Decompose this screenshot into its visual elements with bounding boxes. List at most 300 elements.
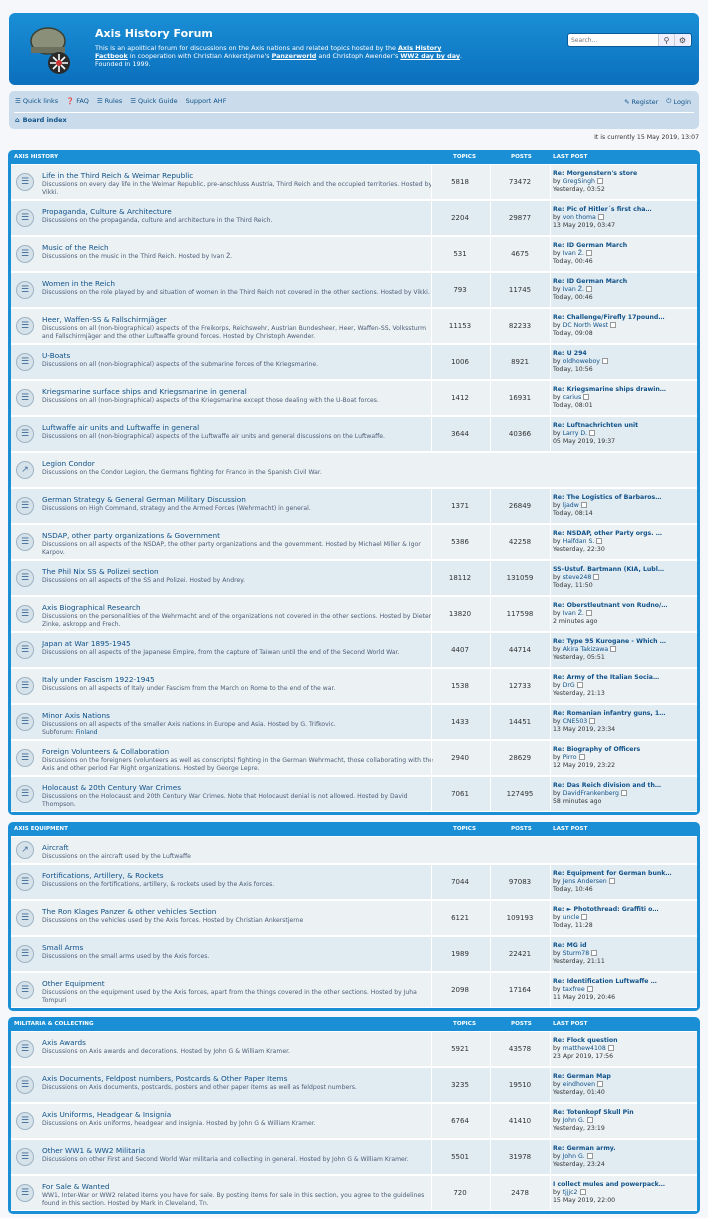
- last-post-author: [553, 250, 627, 258]
- view-latest-post-icon[interactable]: [583, 394, 589, 400]
- faq-label: FAQ: [76, 97, 89, 105]
- last-post-user[interactable]: Akira Takizawa: [562, 646, 609, 653]
- support-label: Support AHF: [185, 97, 227, 105]
- forum-title[interactable]: The Phil Nix SS & Polizei section: [42, 567, 159, 576]
- last-post: [553, 350, 608, 374]
- view-latest-post-icon[interactable]: [586, 286, 592, 292]
- forum-title[interactable]: For Sale & Wanted: [42, 1182, 110, 1191]
- forum-title[interactable]: Axis Uniforms, Headgear & Insignia: [42, 1110, 172, 1119]
- forum-read-icon: ☰: [16, 1148, 34, 1166]
- view-latest-post-icon[interactable]: [608, 1045, 614, 1051]
- forum-read-icon: ☰: [16, 245, 34, 263]
- posts-count: 44714: [508, 646, 532, 654]
- last-post-title[interactable]: Re: Kriegsmarine ships drawin…: [553, 386, 666, 393]
- last-post-title[interactable]: Re: Army of the Italian Socia…: [553, 674, 660, 681]
- forum-row: [11, 344, 697, 380]
- forum-title[interactable]: Japan at War 1895-1945: [42, 639, 131, 648]
- posts-header: POSTS: [511, 826, 532, 832]
- topics-count: 1433: [451, 718, 469, 726]
- forum-description: [42, 1120, 434, 1128]
- forum-row: [11, 740, 697, 776]
- topics-count: 3235: [451, 1081, 469, 1089]
- last-post-user[interactable]: DC North West: [562, 322, 609, 329]
- last-post: [553, 494, 661, 518]
- search-box: [567, 33, 692, 47]
- nav-user-links: [624, 97, 691, 106]
- view-latest-post-icon[interactable]: [610, 646, 616, 652]
- forum-description: [42, 397, 434, 405]
- forum-title[interactable]: Kriegsmarine surface ships and Kriegsmarine in general: [42, 387, 247, 396]
- posts-count: 127495: [506, 790, 534, 798]
- last-post-time: Yesterday, 23:19: [553, 1125, 605, 1132]
- posts-count: 131059: [506, 574, 534, 582]
- forum-read-icon: ☰: [16, 945, 34, 963]
- forum-read-icon: ☰: [16, 1184, 34, 1202]
- last-post-time: 15 May 2019, 22:00: [553, 1197, 616, 1204]
- forum-description: [42, 325, 434, 341]
- forum-category: [8, 150, 700, 815]
- forum-title[interactable]: Axis Biographical Research: [42, 603, 141, 612]
- topics-header: TOPICS: [453, 154, 476, 160]
- forum-row: [11, 704, 697, 740]
- forum-description: [42, 541, 434, 557]
- view-latest-post-icon[interactable]: [591, 950, 597, 956]
- last-post-time: Yesterday, 05:51: [553, 654, 605, 661]
- forum-desc-text: Discussions on the personalities of the Wehrmacht and of the organizations not covered in the other sections. Hosted by Dieter Zinke, askropp and Frech.: [42, 613, 432, 628]
- last-post: [553, 782, 661, 806]
- forum-title[interactable]: Axis Documents, Feldpost numbers, Postcards & Other Paper Items: [42, 1074, 288, 1083]
- category-header: [11, 150, 697, 164]
- last-post-title[interactable]: Re: Equipment for German bunk…: [553, 870, 672, 877]
- topics-count: 5818: [451, 178, 469, 186]
- last-post-author: [553, 1081, 611, 1089]
- last-post: [553, 1073, 611, 1097]
- by-label: by: [553, 214, 563, 221]
- last-post-title[interactable]: Re: ► Photothread: Graffiti o…: [553, 906, 659, 913]
- last-post-user[interactable]: Ivan Ž.: [562, 250, 584, 257]
- quick-links-menu[interactable]: [15, 97, 58, 105]
- last-post-author: [553, 1153, 616, 1161]
- last-post-author: [553, 754, 640, 762]
- by-label: by: [553, 718, 563, 725]
- quick-guide-link[interactable]: [130, 97, 177, 105]
- panzerworld-link[interactable]: Panzerworld: [271, 52, 317, 61]
- last-post: [553, 278, 627, 302]
- posts-count: 8921: [511, 358, 529, 366]
- forum-description: [42, 289, 434, 297]
- last-post-title[interactable]: Re: The Logistics of Barbaros…: [553, 494, 662, 501]
- forum-desc-text: Discussions on High Command, strategy and the Armed Forces (Wehrmacht) in general.: [42, 505, 311, 512]
- topics-header: TOPICS: [453, 1021, 476, 1027]
- last-post-author: [553, 1045, 618, 1053]
- forum-title[interactable]: Foreign Volunteers & Collaboration: [42, 747, 170, 756]
- forum-desc-text: Discussions on the role played by and situation of women in the Third Reich not covered in the other sections. Hosted by Vikki.: [42, 289, 430, 296]
- posts-count: 31978: [508, 1153, 532, 1161]
- forum-read-icon: ☰: [16, 713, 34, 731]
- by-label: by: [553, 950, 563, 957]
- by-label: by: [553, 914, 563, 921]
- forum-description: [42, 649, 434, 657]
- forum-description: [42, 505, 434, 513]
- ww2daybyday-link[interactable]: WW2 day by day: [400, 52, 461, 61]
- rules-link[interactable]: [97, 97, 122, 105]
- forum-row: [11, 236, 697, 272]
- last-post-title[interactable]: Re: Identification Luftwaffe …: [553, 978, 657, 985]
- forum-row: [11, 972, 697, 1008]
- subforum-link[interactable]: Finland: [75, 729, 98, 736]
- last-post-user[interactable]: Larry D.: [562, 430, 588, 437]
- last-post-time: Yesterday, 21:13: [553, 690, 605, 697]
- search-icon[interactable]: ⚲: [658, 34, 674, 46]
- category-title[interactable]: AXIS EQUIPMENT: [14, 826, 68, 832]
- nav-links: [15, 97, 226, 105]
- last-post-title[interactable]: Re: U 294: [553, 350, 587, 357]
- last-post-title[interactable]: Re: ID German March: [553, 278, 628, 285]
- forum-desc-text: Discussions on every day life in the Weimar Republic, pre-anschluss Austria, Third Reich and the occupied territories. Hosted by Vikki.: [42, 181, 433, 196]
- last-post-time: Yesterday, 21:11: [553, 958, 605, 965]
- view-latest-post-icon[interactable]: [589, 430, 595, 436]
- forum-title[interactable]: Axis Awards: [42, 1038, 86, 1047]
- view-latest-post-icon[interactable]: [589, 718, 595, 724]
- forum-read-icon: ☰: [16, 749, 34, 767]
- view-latest-post-icon[interactable]: [610, 322, 616, 328]
- forum-desc-text: Discussions on all (non-biographical) aspects of the Kriegsmarine except those dealing with the U-Boat forces.: [42, 397, 379, 404]
- view-latest-post-icon[interactable]: [609, 878, 615, 884]
- forum-category: [8, 1017, 700, 1214]
- last-post-user[interactable]: John G.: [562, 1117, 585, 1124]
- founded-text: Founded in 1999.: [95, 60, 151, 69]
- navbar: [9, 91, 699, 129]
- view-latest-post-icon[interactable]: [587, 986, 593, 992]
- last-post-user[interactable]: John G.: [562, 1153, 585, 1160]
- last-post-title[interactable]: Re: Romanian infantry guns, 1…: [553, 710, 666, 717]
- posts-count: 2478: [511, 1189, 529, 1197]
- forum-title[interactable]: Life in the Third Reich & Weimar Republic: [42, 171, 194, 180]
- register-label: Register: [631, 97, 659, 106]
- last-post: [553, 1145, 616, 1169]
- by-label: by: [553, 646, 563, 653]
- forum-description: [42, 1156, 434, 1164]
- forum-read-icon: ☰: [16, 317, 34, 335]
- forum-title[interactable]: Propaganda, Culture & Architecture: [42, 207, 172, 216]
- topics-count: 720: [453, 1189, 467, 1197]
- last-post-user[interactable]: DavidFrankenberg: [562, 790, 619, 797]
- category-title[interactable]: AXIS HISTORY: [14, 154, 59, 160]
- topics-count: 1538: [451, 682, 469, 690]
- forum-desc-text: Discussions on the fortifications, artillery, & rockets used by the Axis forces.: [42, 881, 275, 888]
- last-post: [553, 638, 666, 662]
- by-label: by: [553, 610, 563, 617]
- last-post-title[interactable]: I collect mules and powerpack…: [553, 1181, 665, 1188]
- last-post: [553, 1181, 665, 1205]
- last-post-author: [553, 322, 665, 330]
- forum-description: [42, 361, 434, 369]
- forum-description: [42, 917, 434, 925]
- posts-count: 11745: [508, 286, 532, 294]
- login-link[interactable]: [666, 97, 691, 106]
- view-latest-post-icon[interactable]: [581, 502, 587, 508]
- breadcrumb[interactable]: [15, 116, 67, 124]
- last-post-title[interactable]: Re: ID German March: [553, 242, 628, 249]
- last-post-user[interactable]: carius: [562, 394, 582, 401]
- forum-desc-text: Discussions on the Condor Legion, the Germans fighting for Franco in the Spanish Civil War.: [42, 469, 322, 476]
- forum-title[interactable]: U-Boats: [42, 351, 71, 360]
- factbook-link[interactable]: Axis History Factbook: [95, 44, 442, 61]
- forum-desc-text: Discussions on Axis documents, postcards, posters and other paper items as well as feldpost numbers.: [42, 1084, 357, 1091]
- posts-count: 19510: [508, 1081, 532, 1089]
- by-label: by: [553, 754, 563, 761]
- forum-title[interactable]: German Strategy & General German Military Discussion: [42, 495, 246, 504]
- last-post-author: [553, 610, 668, 618]
- posts-count: 43578: [508, 1045, 532, 1053]
- posts-header: POSTS: [511, 154, 532, 160]
- topics-count: 6764: [451, 1117, 469, 1125]
- last-post-user[interactable]: GregSingh: [562, 178, 595, 185]
- forum-read-icon: ☰: [16, 1112, 34, 1130]
- view-latest-post-icon[interactable]: [621, 790, 627, 796]
- posts-header: POSTS: [511, 1021, 532, 1027]
- question-icon: ❓: [66, 97, 75, 105]
- last-post-header: LAST POST: [553, 154, 588, 160]
- forum-description: [42, 989, 434, 1005]
- last-post-title[interactable]: Re: MG id: [553, 942, 587, 949]
- forum-row: [11, 836, 697, 864]
- desc-text-1: This is an apolitical forum for discussions on the Axis nations and related topics hosted by the: [95, 44, 396, 52]
- last-post-time: Today, 10:56: [553, 366, 593, 373]
- forum-desc-text: Discussions on all (non-biographical) aspects of the submarine forces of the Kriegsmarine.: [42, 361, 319, 368]
- last-post-title[interactable]: Re: German Map: [553, 1073, 611, 1080]
- last-post-author: [553, 358, 608, 366]
- category-title[interactable]: MILITARIA & COLLECTING: [14, 1021, 94, 1027]
- topics-count: 531: [453, 250, 467, 258]
- last-post-user[interactable]: uncle: [562, 914, 580, 921]
- forum-title[interactable]: NSDAP, other party organizations & Government: [42, 531, 220, 540]
- last-post-header: LAST POST: [553, 1021, 588, 1027]
- register-link[interactable]: [624, 97, 658, 106]
- menu-icon: ☰: [15, 97, 21, 105]
- last-post-user[interactable]: Pirro: [562, 754, 577, 761]
- last-post-title[interactable]: Re: Morgenstern's store: [553, 170, 638, 177]
- view-latest-post-icon[interactable]: [597, 178, 603, 184]
- topics-count: 2204: [451, 214, 469, 222]
- forum-title[interactable]: Other WW1 & WW2 Militaria: [42, 1146, 146, 1155]
- topics-count: 2098: [451, 986, 469, 994]
- forum-title[interactable]: Italy under Fascism 1922-1945: [42, 675, 155, 684]
- forum-read-icon: ☰: [16, 641, 34, 659]
- forum-title[interactable]: Holocaust & 20th Century War Crimes: [42, 783, 182, 792]
- last-post-time: Today, 10:46: [553, 886, 593, 893]
- last-post: [553, 1109, 634, 1133]
- forum-read-icon: ☰: [16, 533, 34, 551]
- forum-title[interactable]: Heer, Waffen-SS & Fallschirmjäger: [42, 315, 167, 324]
- site-title[interactable]: Axis History Forum: [95, 27, 213, 40]
- view-latest-post-icon[interactable]: [593, 574, 599, 580]
- login-label: Login: [673, 97, 691, 106]
- posts-count: 41410: [508, 1117, 532, 1125]
- forum-title[interactable]: Aircraft: [42, 843, 69, 852]
- posts-count: 4675: [511, 250, 529, 258]
- forum-title[interactable]: Women in the Reich: [42, 279, 115, 288]
- view-latest-post-icon[interactable]: [580, 1189, 586, 1195]
- last-post-title[interactable]: Re: Challenge/Firefly 17pound…: [553, 314, 665, 321]
- forum-row: [11, 416, 697, 452]
- last-post-author: [553, 286, 627, 294]
- topics-count: 5921: [451, 1045, 469, 1053]
- last-post-title[interactable]: Re: Biography of Officers: [553, 746, 641, 753]
- forum-read-icon: ☰: [16, 209, 34, 227]
- by-label: by: [553, 1081, 563, 1088]
- view-latest-post-icon[interactable]: [602, 358, 608, 364]
- view-latest-post-icon[interactable]: [587, 1153, 593, 1159]
- forum-row: [11, 1067, 697, 1103]
- forum-description: [42, 793, 434, 809]
- last-post-author: [553, 682, 659, 690]
- posts-count: 22421: [508, 950, 532, 958]
- desc-text-2: in cooperation with Christian Ankerstjerne's: [129, 52, 270, 61]
- by-label: by: [553, 790, 563, 797]
- view-latest-post-icon[interactable]: [586, 610, 592, 616]
- forum-desc-text: Discussions on the vehicles used by the Axis forces. Hosted by Christian Ankerstjerne: [42, 917, 304, 924]
- last-post-time: Today, 00:46: [553, 294, 593, 301]
- by-label: by: [553, 430, 563, 437]
- last-post-title[interactable]: Re: Flock question: [553, 1037, 618, 1044]
- view-latest-post-icon[interactable]: [579, 754, 585, 760]
- forum-read-icon: ☰: [16, 389, 34, 407]
- by-label: by: [553, 322, 563, 329]
- search-input[interactable]: [568, 34, 658, 46]
- category-header: [11, 1017, 697, 1031]
- posts-count: 109193: [506, 914, 534, 922]
- topics-count: 5501: [451, 1153, 469, 1161]
- category-header: [11, 822, 697, 836]
- forum-read-icon: ☰: [16, 605, 34, 623]
- home-icon: ⌂: [15, 116, 20, 124]
- forum-desc-text: Discussions on all aspects of the Japanese Empire, from the capture of Taiwan until the end of the Second World War.: [42, 649, 400, 656]
- by-label: by: [553, 1153, 563, 1160]
- forum-title[interactable]: The Ron Klages Panzer & other vehicles Section: [42, 907, 217, 916]
- pencil-icon: ✎: [624, 97, 630, 106]
- view-latest-post-icon[interactable]: [581, 914, 587, 920]
- last-post-author: [553, 950, 605, 958]
- site-logo-icon[interactable]: [23, 21, 73, 77]
- last-post-user[interactable]: Halfdan S.: [562, 538, 595, 545]
- last-post-user[interactable]: Ivan Ž.: [562, 286, 584, 293]
- forum-title[interactable]: Luftwaffe air units and Luftwaffe in general: [42, 423, 200, 432]
- last-post-title[interactable]: Re: Luftnachrichten unit: [553, 422, 639, 429]
- forum-row: [11, 380, 697, 416]
- last-post-title[interactable]: Re: Pic of Hitler´s first cha…: [553, 206, 652, 213]
- forum-link-icon: ↗: [16, 841, 34, 859]
- last-post: [553, 242, 627, 266]
- last-post-author: [553, 790, 661, 798]
- last-post-user[interactable]: taxfree: [562, 986, 585, 993]
- last-post-author: [553, 646, 666, 654]
- forum-desc-text: Discussions on the foreigners (volunteers as well as conscripts) fighting in the German Wehrmacht, those collaborating with the Axis and other period Far Right organizations. Hosted by George Lepre.: [42, 757, 433, 772]
- board-index-label: Board index: [22, 116, 67, 124]
- last-post-time: 05 May 2019, 19:37: [553, 438, 616, 445]
- site-description: This is an apolitical forum for discussions on the Axis nations and related topics hosted by the Axis History Factbook in cooperation with Christian Ankerstjerne's Panzerworld and Christoph Awender's WW2 day by day. Founded in 1999.: [95, 44, 463, 69]
- forum-title[interactable]: Other Equipment: [42, 979, 105, 988]
- last-post-user[interactable]: tjjjc2: [562, 1189, 578, 1196]
- posts-count: 26849: [508, 502, 532, 510]
- power-icon: ⏻: [666, 97, 672, 105]
- last-post-title[interactable]: Re: German army.: [553, 1145, 616, 1152]
- last-post-user[interactable]: CNE503: [562, 718, 588, 725]
- forum-description: [42, 469, 434, 477]
- last-post-title[interactable]: Re: Type 95 Kurogane - Which …: [553, 638, 666, 645]
- forum-read-icon: ☰: [16, 1040, 34, 1058]
- gear-icon[interactable]: ⚙: [674, 34, 690, 46]
- forum-row: [11, 452, 697, 488]
- forum-read-icon: ☰: [16, 353, 34, 371]
- last-post-title[interactable]: Re: Totenkopf Skull Pin: [553, 1109, 634, 1116]
- forum-row: [11, 776, 697, 812]
- view-latest-post-icon[interactable]: [597, 1081, 603, 1087]
- forum-desc-text: WW1, Inter-War or WW2 related items you have for sale. By posting items for sale in this section, you agree to the guidelines found in this section. Hosted by Mark in Cleveland, Tn.: [42, 1192, 425, 1207]
- last-post-title[interactable]: Re: Oberstleutnant von Rudno/…: [553, 602, 668, 609]
- forum-description: [42, 613, 434, 629]
- forum-row: [11, 1139, 697, 1175]
- last-post-user[interactable]: Ivan Ž.: [562, 610, 584, 617]
- view-latest-post-icon[interactable]: [587, 1117, 593, 1123]
- view-latest-post-icon[interactable]: [577, 682, 583, 688]
- forum-title[interactable]: Music of the Reich: [42, 243, 109, 252]
- forum-title[interactable]: Minor Axis Nations: [42, 711, 110, 720]
- forum-read-icon: ☰: [16, 425, 34, 443]
- last-post-author: [553, 718, 665, 726]
- forum-read-icon: ☰: [16, 1076, 34, 1094]
- last-post-user[interactable]: DrG: [562, 682, 575, 689]
- last-post-user[interactable]: Jens Andersen: [562, 878, 607, 885]
- posts-count: 42258: [508, 538, 532, 546]
- topics-count: 6121: [451, 914, 469, 922]
- last-post-user[interactable]: matthew4108: [562, 1045, 606, 1052]
- faq-link[interactable]: [66, 97, 89, 105]
- forum-desc-text: Discussions on the music in the Third Reich. Hosted by Ivan Ž.: [42, 253, 233, 260]
- forum-desc-text: Discussions on the propaganda, culture and architecture in the Third Reich.: [42, 217, 273, 224]
- last-post-user[interactable]: oldhoweboy: [562, 358, 600, 365]
- last-post-time: 58 minutes ago: [553, 798, 602, 805]
- last-post-title[interactable]: SS-Ustuf. Bartmann (KIA, Lubl…: [553, 566, 665, 573]
- last-post: [553, 170, 637, 194]
- support-link[interactable]: [186, 97, 227, 105]
- forum-title[interactable]: Legion Condor: [42, 459, 95, 468]
- forum-read-icon: ☰: [16, 909, 34, 927]
- last-post-title[interactable]: Re: NSDAP, other Party orgs. …: [553, 530, 662, 537]
- view-latest-post-icon[interactable]: [596, 538, 602, 544]
- last-post-user[interactable]: steve248: [562, 574, 592, 581]
- last-post-user[interactable]: von thoma: [562, 214, 596, 221]
- last-post-time: 2 minutes ago: [553, 618, 598, 625]
- view-latest-post-icon[interactable]: [598, 214, 604, 220]
- topics-count: 5386: [451, 538, 469, 546]
- forum-row: [11, 488, 697, 524]
- last-post-author: [553, 502, 661, 510]
- last-post: [553, 422, 638, 446]
- forum-title[interactable]: Small Arms: [42, 943, 84, 952]
- last-post: [553, 206, 652, 230]
- last-post-title[interactable]: Re: Das Reich division and th…: [553, 782, 662, 789]
- last-post-time: 12 May 2019, 23:22: [553, 762, 616, 769]
- view-latest-post-icon[interactable]: [586, 250, 592, 256]
- forum-description: [42, 433, 434, 441]
- forum-read-icon: ☰: [16, 677, 34, 695]
- last-post-user[interactable]: eindhoven: [562, 1081, 596, 1088]
- last-post-user[interactable]: Sturm78: [562, 950, 590, 957]
- last-post-user[interactable]: ljadw: [562, 502, 579, 509]
- last-post: [553, 710, 665, 734]
- forum-title[interactable]: Fortifications, Artillery, & Rockets: [42, 871, 164, 880]
